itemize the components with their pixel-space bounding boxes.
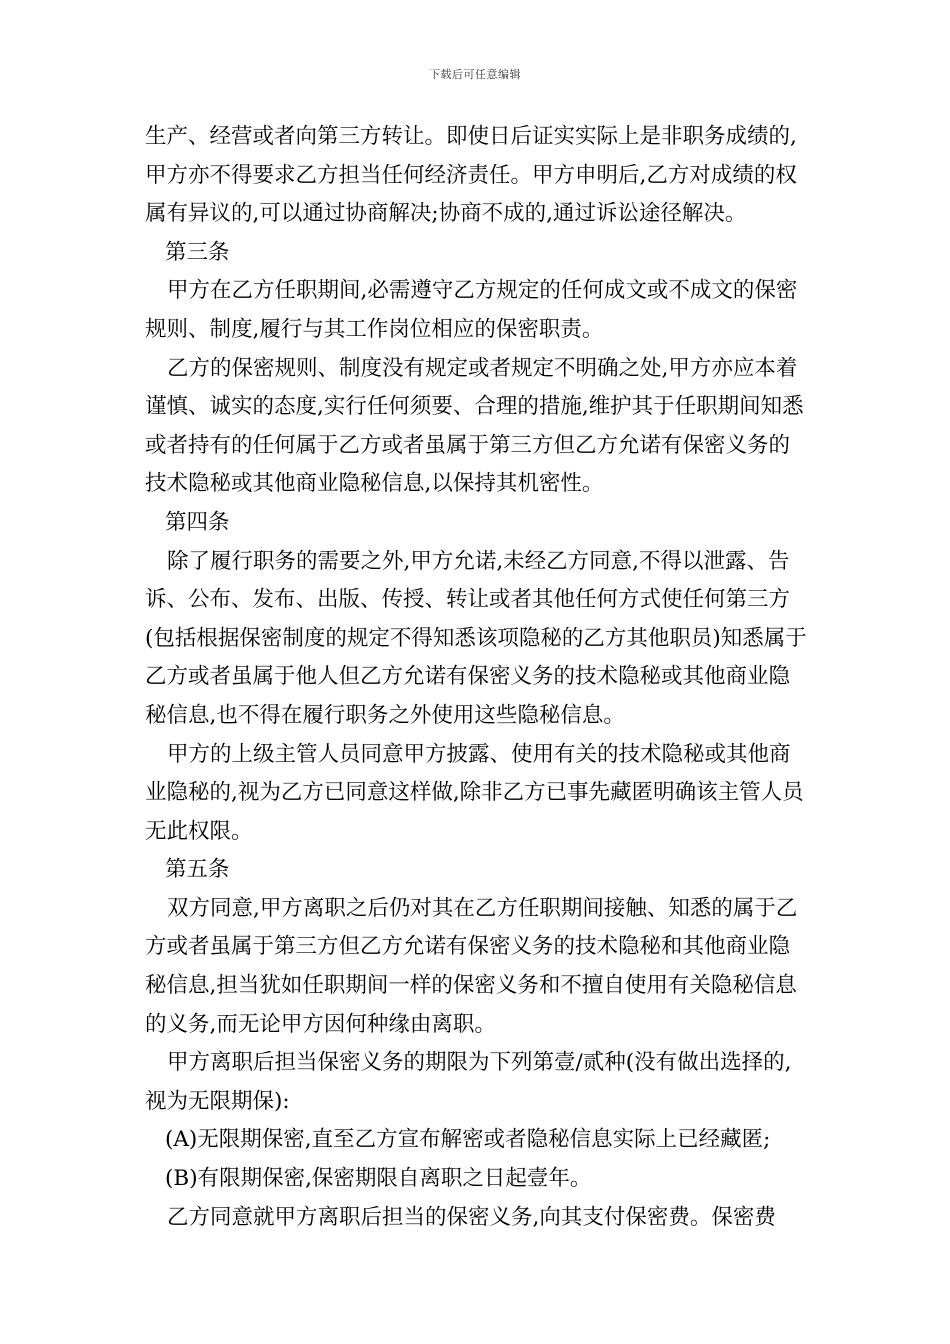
paragraph: 乙方的保密规则、制度没有规定或者规定不明确之处,甲方亦应本着谨慎、诚实的态度,实行任何须要、合理的措施,维护其于任职期间知悉或者持有的任何属于乙方或者虽属于第三方但乙方允诺有保密义务的技术隐秘或其他商业隐秘信息,以保持其机密性。	[145, 355, 804, 497]
page-header-note: 下载后可任意编辑	[429, 68, 521, 81]
paragraph: 甲方的上级主管人员同意甲方披露、使用有关的技术隐秘或其他商业隐秘的,视为乙方已同意这样做,除非乙方已事先藏匿明确该主管人员无此权限。	[145, 741, 804, 844]
paragraph: 双方同意,甲方离职之后仍对其在乙方任职期间接触、知悉的属于乙方或者虽属于第三方但乙方允诺有保密义务的技术隐秘和其他商业隐秘信息,担当犹如任职期间一样的保密义务和不擅自使用有关隐秘信息的义务,而无论甲方因何种缘由离职。	[145, 895, 798, 1037]
paragraph-continuation: 生产、经营或者向第三方转让。即使日后证实实际上是非职务成绩的,甲方亦不得要求乙方担当任何经济责任。甲方申明后,乙方对成绩的权属有异议的,可以通过协商解决;协商不成的,通过诉讼途径解决。	[145, 124, 797, 227]
article-heading-3: 第三条	[165, 239, 230, 265]
document-body	[145, 118, 810, 1237]
paragraph: 乙方同意就甲方离职后担当的保密义务,向其支付保密费。保密费	[167, 1204, 776, 1230]
paragraph: 甲方在乙方任职期间,必需遵守乙方规定的任何成文或不成文的保密规则、制度,履行与其工作岗位相应的保密职责。	[145, 278, 798, 342]
article-heading-4: 第四条	[165, 509, 230, 535]
article-heading-5: 第五条	[165, 857, 230, 883]
option-b: (B)有限期保密,保密期限自离职之日起壹年。	[165, 1166, 592, 1192]
paragraph: 甲方离职后担当保密义务的期限为下列第壹/贰种(没有做出选择的,视为无限期保):	[145, 1050, 792, 1114]
option-a: (A)无限期保密,直至乙方宣布解密或者隐秘信息实际上已经藏匿;	[165, 1127, 771, 1153]
paragraph: 除了履行职务的需要之外,甲方允诺,未经乙方同意,不得以泄露、告诉、公布、发布、出版、传授、转让或者其他任何方式使任何第三方(包括根据保密制度的规定不得知悉该项隐秘的乙方其他职员)知悉属于乙方或者虽属于他人但乙方允诺有保密义务的技术隐秘或其他商业隐秘信息,也不得在履行职务之外使用这些隐秘信息。	[145, 548, 807, 728]
